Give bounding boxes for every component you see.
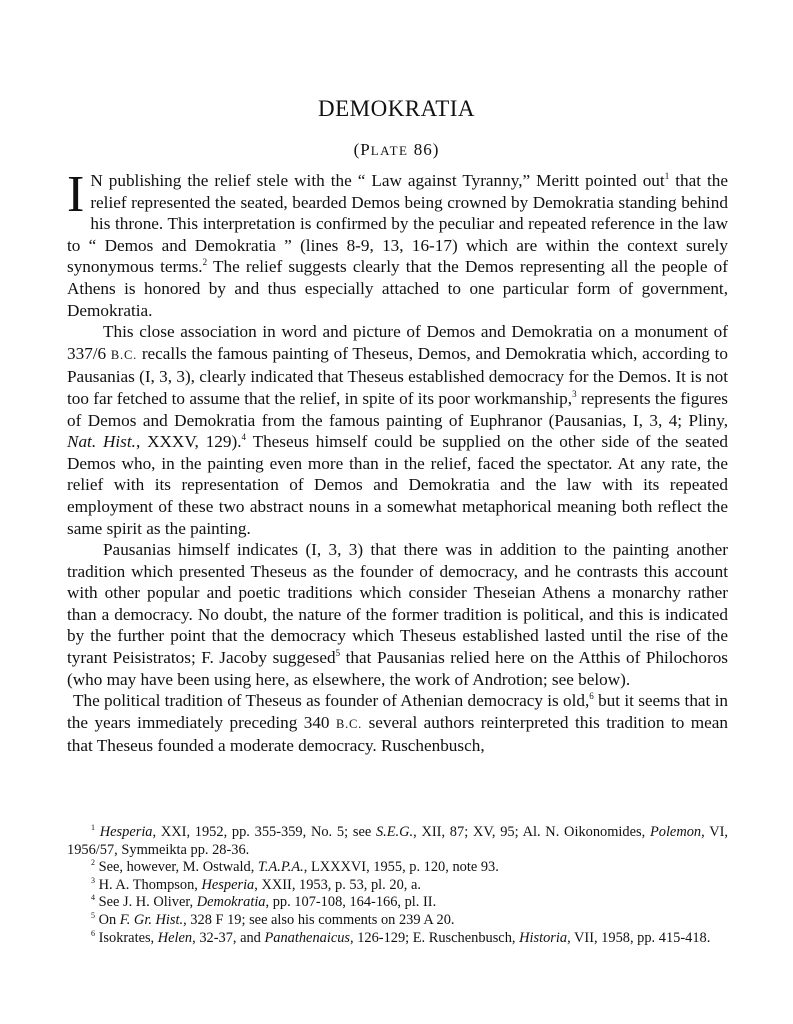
fn6-text-4: , VII, 1958, pp. 415-418. (567, 929, 711, 946)
p3-text-a: Pausanias himself indicates (I, 3, 3) that there was in addition to the painting another tradition which presented Theseus as the founder of democracy, and he contrasts this account with other popular and poetic traditions which consider Theseian Athens a monarchy rather than a democracy. No doubt, the nature of the former tradition is political, and this is indicated by the further point that the democracy which Theseus established lasted until the rise of the tyrant Peisistratos; F. Jacoby suggesed (67, 540, 728, 668)
p4-bc: B.C. (335, 716, 363, 731)
body-text (67, 166, 729, 757)
p1-text-a: N publishing the relief stele with the “ Law against Tyranny,” Meritt pointed out (90, 171, 665, 190)
footnote-num-5: 5 (91, 910, 95, 920)
fn6-italic-1: Helen (157, 929, 193, 946)
footnote-ref-6[interactable]: 6 (589, 691, 594, 702)
fn6-italic-2: Panathenaicus (264, 929, 351, 946)
footnote-num-6: 6 (91, 928, 95, 938)
fn3-italic-1: Hesperia (201, 876, 255, 893)
fn6-italic-3: Historia (519, 929, 568, 946)
footnote-ref-2[interactable]: 2 (202, 257, 208, 268)
fn2-text-1: See, however, M. Ostwald, (98, 859, 258, 876)
fn6-text-2: , 32-37, and (192, 929, 265, 946)
plate-open: (P (353, 140, 371, 159)
p2-nat-hist: Nat. Hist. (67, 432, 136, 452)
p4-text-a: The political tradition of Theseus as founder of Athenian democracy is old, (73, 691, 590, 711)
fn1-text-1: , XXI, 1952, pp. 355-359, No. 5; see (152, 824, 376, 840)
footnote-num-4: 4 (91, 893, 95, 903)
p3-text-b: that Pausanias relied here on the Atthis of Philochoros (who may have been using here, as elsewhere, the work of Androtion; see below). (67, 648, 728, 689)
paragraph-1 (67, 166, 728, 321)
p1-text-b: that the relief represented the seated, bearded Demos being crowned by Demokratia standing behind his throne. This interpretation is confirmed by the peculiar and repeated reference in the law to “ Demos and Demokratia ” (lines 8-9, 13, 16-17) which are within the context surely synonymous terms. (67, 171, 728, 277)
footnote-6 (67, 930, 728, 948)
plate-number: 86) (413, 140, 440, 159)
page-title: DEMOKRATIA (317, 96, 476, 121)
fn3-text-2: , XXII, 1953, p. 53, pl. 20, a. (254, 876, 421, 893)
footnote-ref-5[interactable]: 5 (335, 648, 341, 659)
footnote-num-1: 1 (91, 823, 95, 832)
fn2-text-2: , LXXXVI, 1955, p. 120, note 93. (303, 859, 499, 876)
fn5-text-2: , 328 F 19; see also his comments on 239 A 20. (183, 911, 455, 928)
p2-text-c: represents the figures of Demos and Demokratia from the famous painting of Euphranor (Pausanias, I, 3, 4; Pliny, (67, 388, 728, 430)
footnote-1 (67, 824, 728, 859)
footnote-num-2: 2 (91, 858, 95, 868)
p2-text-e: Theseus himself could be supplied on the other side of the seated Demos who, in the painting even more than in the relief, faced the spectator. At any rate, the relief with its representation of Demos and Demokratia and the law with its repeated employment of these two abstract nouns in a somewhat metaphorical meaning both reflect the same spirit as the painting. (67, 432, 729, 538)
fn4-text-1: See J. H. Oliver, (98, 894, 197, 911)
fn5-italic-1: F. Gr. Hist. (119, 911, 184, 928)
fn1-italic-3: Polemon (649, 824, 702, 840)
fn4-text-2: , pp. 107-108, 164-166, pl. II. (265, 894, 437, 911)
p2-text-d: , XXXV, 129). (135, 432, 242, 452)
fn5-text-1: On (98, 911, 120, 928)
p4-text-c: several authors reinterpreted this tradition to mean that Theseus founded a moderate democracy. Ruschenbusch, (67, 712, 728, 756)
footnote-2 (67, 859, 728, 877)
fn3-text-1: H. A. Thompson, (98, 876, 202, 893)
footnotes (67, 824, 728, 947)
plate-reference (0, 140, 793, 160)
p4-text-b: but it seems that in the years immediately preceding 340 (67, 691, 728, 732)
footnote-ref-3[interactable]: 3 (572, 388, 577, 399)
fn6-text-1: Isokrates, (98, 929, 158, 946)
footnote-ref-1[interactable]: 1 (664, 171, 670, 181)
fn6-text-3: , 126-129; E. Ruschenbusch, (350, 929, 520, 946)
fn1-italic-1: Hesperia (99, 824, 153, 840)
fn4-italic-1: Demokratia (196, 894, 266, 911)
fn2-italic-1: T.A.P.A. (257, 859, 304, 876)
paragraph-4 (67, 690, 728, 757)
paragraph-3 (67, 539, 728, 690)
p1-text-c: The relief suggests clearly that the Demos representing all the people of Athens is honored by and thus especially attached to one particular form of government, Demokratia. (67, 257, 728, 320)
footnote-ref-4[interactable]: 4 (241, 432, 247, 443)
drop-cap: I (67, 166, 85, 223)
footnote-num-3: 3 (91, 875, 95, 885)
p2-text-a: This close association in word and picture of Demos and Demokratia on a monument of 337/6 (67, 322, 728, 363)
footnote-3 (67, 877, 728, 895)
p2-bc: B.C. (110, 347, 138, 362)
paragraph-2 (67, 321, 728, 539)
fn1-italic-2: S.E.G. (375, 824, 414, 840)
plate-label: LATE (370, 143, 409, 158)
p2-text-b: recalls the famous painting of Theseus, Demos, and Demokratia which, according to Pausanias (I, 3, 3), clearly indicated that Theseus established democracy for the Demos. It is not too far fetched to assume that the relief, in spite of its poor workmanship, (67, 343, 728, 408)
fn1-text-2: , XII, 87; XV, 95; Al. N. Oikonomides, (413, 824, 650, 840)
footnote-5 (67, 912, 728, 930)
footnote-4 (67, 894, 728, 912)
fn1-text-3: , VI, 1956/57, Symmeikta pp. 28-36. (67, 824, 728, 858)
